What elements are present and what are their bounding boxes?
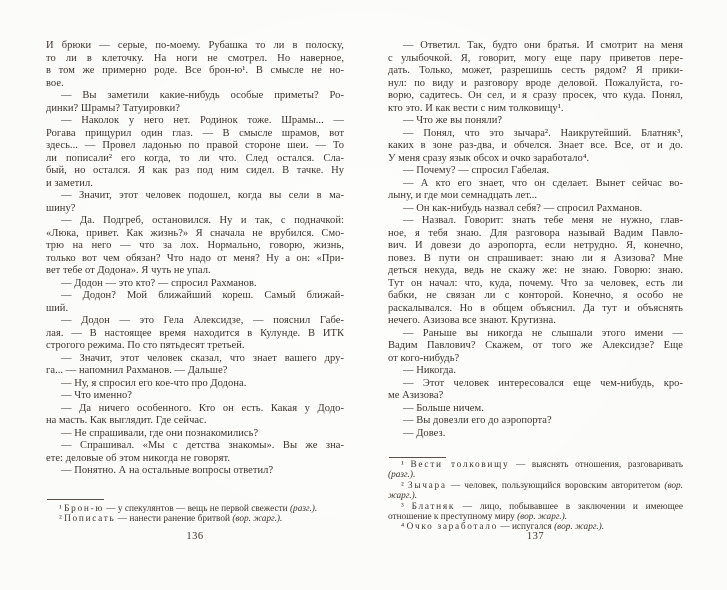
page-number: 137	[526, 531, 545, 542]
text-line: — Значит, этот человек сказал, что знает вашего дру-	[61, 352, 344, 364]
footnote-register-label: (разг.).	[388, 470, 416, 481]
text-line: ное, я тебя знаю. Для разговора называй Вадим Павло-	[388, 227, 683, 239]
text-line: с улыбочкой. Я, говорит, могу еще пару приветов пере-	[388, 52, 683, 64]
text-line: Тут он начал: что, куда, почему. Что за человек, есть ли	[388, 277, 683, 289]
text-line: кто это. И как вести с ним толковищу¹.	[388, 102, 564, 114]
page-right-text	[388, 40, 683, 440]
text-line: — Да ничего особенного. Кто он есть. Какая у Додо-	[61, 402, 344, 414]
footnote-marker: ¹	[59, 504, 62, 514]
text-line: — Додон? Мой ближайший кореш. Самый ближай-	[61, 290, 344, 301]
text-line: ете: деловые об этом никогда не говорят.	[46, 452, 231, 464]
footnote-register-label: (разг.).	[289, 504, 318, 514]
text-line: нул: по виду и разговору вроде деловой. Пожалуйста, го-	[388, 77, 683, 89]
text-line: дать. Только, может, разрешишь сесть рядом? Я прики-	[388, 65, 683, 76]
text-line: «Люка, привет. Как жизнь?» Я сначала не врубился. Смо-	[46, 227, 344, 239]
page-right-footnotes	[388, 460, 683, 533]
text-line: нечего. Азизова все знают. Крутизна.	[388, 315, 556, 326]
footnote-term: Блатняк	[411, 501, 456, 512]
text-line: вет тебе от Додона». Я чуть не упал.	[46, 265, 211, 276]
text-line: здесь... — Провел ладонью по правой стороне шеи. — То	[46, 140, 344, 151]
text-line: — Спрашивал. «Мы с детства знакомы». Вы же зна-	[61, 440, 344, 451]
text-line: — Да. Подгреб, остановился. Ну и так, с подначкой:	[61, 215, 344, 226]
footnote-marker: ³	[401, 501, 404, 512]
text-line: — Раньше вы никогда не слышали этого имени —	[403, 327, 683, 339]
text-line: лыну, и где мои семнадцать лет...	[388, 190, 538, 201]
text-line: динки? Шрамы? Татуировки?	[46, 102, 181, 114]
text-line: ший.	[46, 302, 69, 314]
text-line: строгого режима. По сто пятьдесят третьей.	[46, 340, 245, 351]
text-line: ме Азизова?	[388, 390, 444, 401]
text-line: и заметил.	[46, 177, 93, 189]
text-line: — Что именно?	[61, 390, 132, 401]
footnote-register-label: (вор. жарг.).	[554, 522, 605, 533]
text-line: У меня сразу язык обсох и очко заработало⁴.	[388, 152, 590, 164]
text-line: — Вы заметили какие-нибудь особые приметы? Ро-	[61, 90, 344, 101]
text-line: — Назвал. Говорит: знать тебе меня не нужно, глав-	[403, 215, 683, 226]
footnote: ⁴ Очко заработало — испугался (вор. жарг.).	[401, 522, 605, 533]
page-left-footnotes	[46, 504, 344, 525]
text-line: — А кто его знает, что он сделает. Вынет сейчас во-	[403, 177, 683, 189]
text-line: — Наколок у него нет. Родинок тоже. Шрамы... —	[61, 115, 344, 126]
text-line: повез. В пути он спрашивает: знаю ли я Азизова? Мне	[388, 252, 683, 264]
text-line: трю на него — что за лох. Нормально, говорю, жизнь,	[46, 240, 344, 251]
footnote: ³ Блатняк — лицо, побывавшее в заключении и имеющее отношение к преступному миру (вор. жарг.).	[388, 501, 684, 523]
text-line: — Больше ничем.	[403, 402, 484, 414]
footnote: ¹ Вести толковищу — выяснять отношения, разговаривать (разг.).	[388, 460, 683, 481]
text-line: Рогава прищурил один глаз. — В смысле шрамов, вот	[46, 127, 344, 139]
text-line: раскалывался. Но в общем объяснил. Да тут и объяснять	[388, 302, 683, 314]
footnote-register-label: (вор. жарг.).	[517, 512, 568, 523]
footnote: ² Зычара — человек, пользующийся воровским авторитетом (вор. жарг.).	[388, 480, 684, 502]
footnote-marker: ²	[401, 480, 404, 491]
footnote-term: Пописать	[64, 514, 116, 525]
text-line: бый, но остался. Я как раз под ним сидел. В тачке. Ну	[46, 165, 344, 176]
text-line: — Довез.	[403, 427, 446, 439]
footnote-register-label: (вор. жарг.).	[232, 514, 283, 525]
text-line: — Ответил. Так, будто они братья. И смотрит на меня	[403, 40, 683, 51]
text-line: — Что же вы поняли?	[403, 115, 503, 126]
footnote: ¹ Брон-ю — у спекулянтов — вещь не первой свежести (разг.).	[59, 504, 318, 514]
text-line: шину?	[46, 202, 76, 214]
text-line: га... — напомнил Рахманов. — Дальше?	[46, 365, 228, 376]
text-line: вое.	[46, 77, 64, 89]
text-line: — Ну, я спросил его кое-что про Додона.	[61, 377, 247, 389]
text-line: вич. И довези до аэропорта, если нетрудно. Я, конечно,	[388, 240, 683, 251]
text-line: в том же примерно роде. Все брон-ю¹. В смысле не но-	[46, 65, 344, 76]
footnote-separator	[47, 499, 104, 500]
text-line: Вадим Павлович? Скажем, от того же Алексидзе? Еще	[388, 340, 683, 351]
footnote-term: Брон-ю	[64, 504, 104, 514]
text-line: только вот чем обязан? Что надо от меня? Ну а он: «При-	[46, 252, 344, 264]
text-line: ли пописали² его когда, то ли что. След остался. Сла-	[46, 152, 344, 164]
page-number: 136	[186, 531, 204, 542]
text-line: каких в зоне раз-два, и обчелся. Знает все. Все, от и до.	[388, 140, 683, 151]
footnote: ² Пописать — нанести ранение бритвой (вор. жарг.).	[59, 514, 283, 525]
page-right	[388, 0, 683, 590]
footnote-marker: ¹	[401, 460, 404, 470]
text-line: — Не спрашивали, где они познакомились?	[61, 427, 259, 439]
text-line: И брюки — серые, по-моему. Рубашка то ли в полоску,	[46, 40, 344, 51]
text-line: на масть. Как выглядит. Где сейчас.	[46, 415, 207, 426]
footnote-term: Очко заработало	[406, 522, 498, 533]
text-line: — Понятно. А на остальные вопросы ответил?	[61, 465, 274, 476]
footnote-marker: ²	[59, 514, 62, 525]
text-line: то ли в клеточку. На ноги не смотрел. Но наверное,	[46, 52, 344, 64]
text-line: — Этот человек интересовался еще чем-нибудь, кро-	[403, 377, 683, 389]
text-line: — Значит, этот человек подошел, когда вы сели в ма-	[61, 190, 344, 201]
footnote-term: Зычара	[407, 480, 447, 491]
text-line: — Никогда.	[403, 365, 457, 376]
text-line: бабки, не связан ли с конторой. Конечно, я особо не	[388, 290, 683, 301]
text-line: ворю, садитесь. Он сел, и я сразу просек, что куда. Понял,	[388, 90, 683, 101]
footnote-marker: ⁴	[401, 522, 405, 533]
footnote-register-label: (вор. жарг.).	[388, 480, 684, 502]
text-line: — Вы довезли его до аэропорта?	[403, 415, 552, 426]
text-line: — Почему? — спросил Габелая.	[403, 165, 550, 176]
footnote-separator	[389, 457, 446, 458]
text-line: — Додон — это Гела Алексидзе, — пояснил Габе-	[61, 315, 344, 326]
text-line: — Понял, что это зычара². Наикрутейший. Блатняк³,	[403, 127, 683, 139]
text-line: — Он как-нибудь назвал себя? — спросил Рахманов.	[403, 202, 643, 214]
footnote-term: Вести толковищу	[410, 460, 510, 470]
page-left	[46, 0, 344, 590]
page-left-text	[46, 40, 344, 478]
text-line: лая. — В настоящее время находится в Кулунде. В ИТК	[46, 327, 344, 339]
text-line: деться некуда, ведь не скажу же: не знаю. Говорю: знаю.	[388, 265, 683, 276]
text-line: от кого-нибудь?	[388, 352, 460, 364]
text-line: — Додон — это кто? — спросил Рахманов.	[61, 277, 257, 289]
